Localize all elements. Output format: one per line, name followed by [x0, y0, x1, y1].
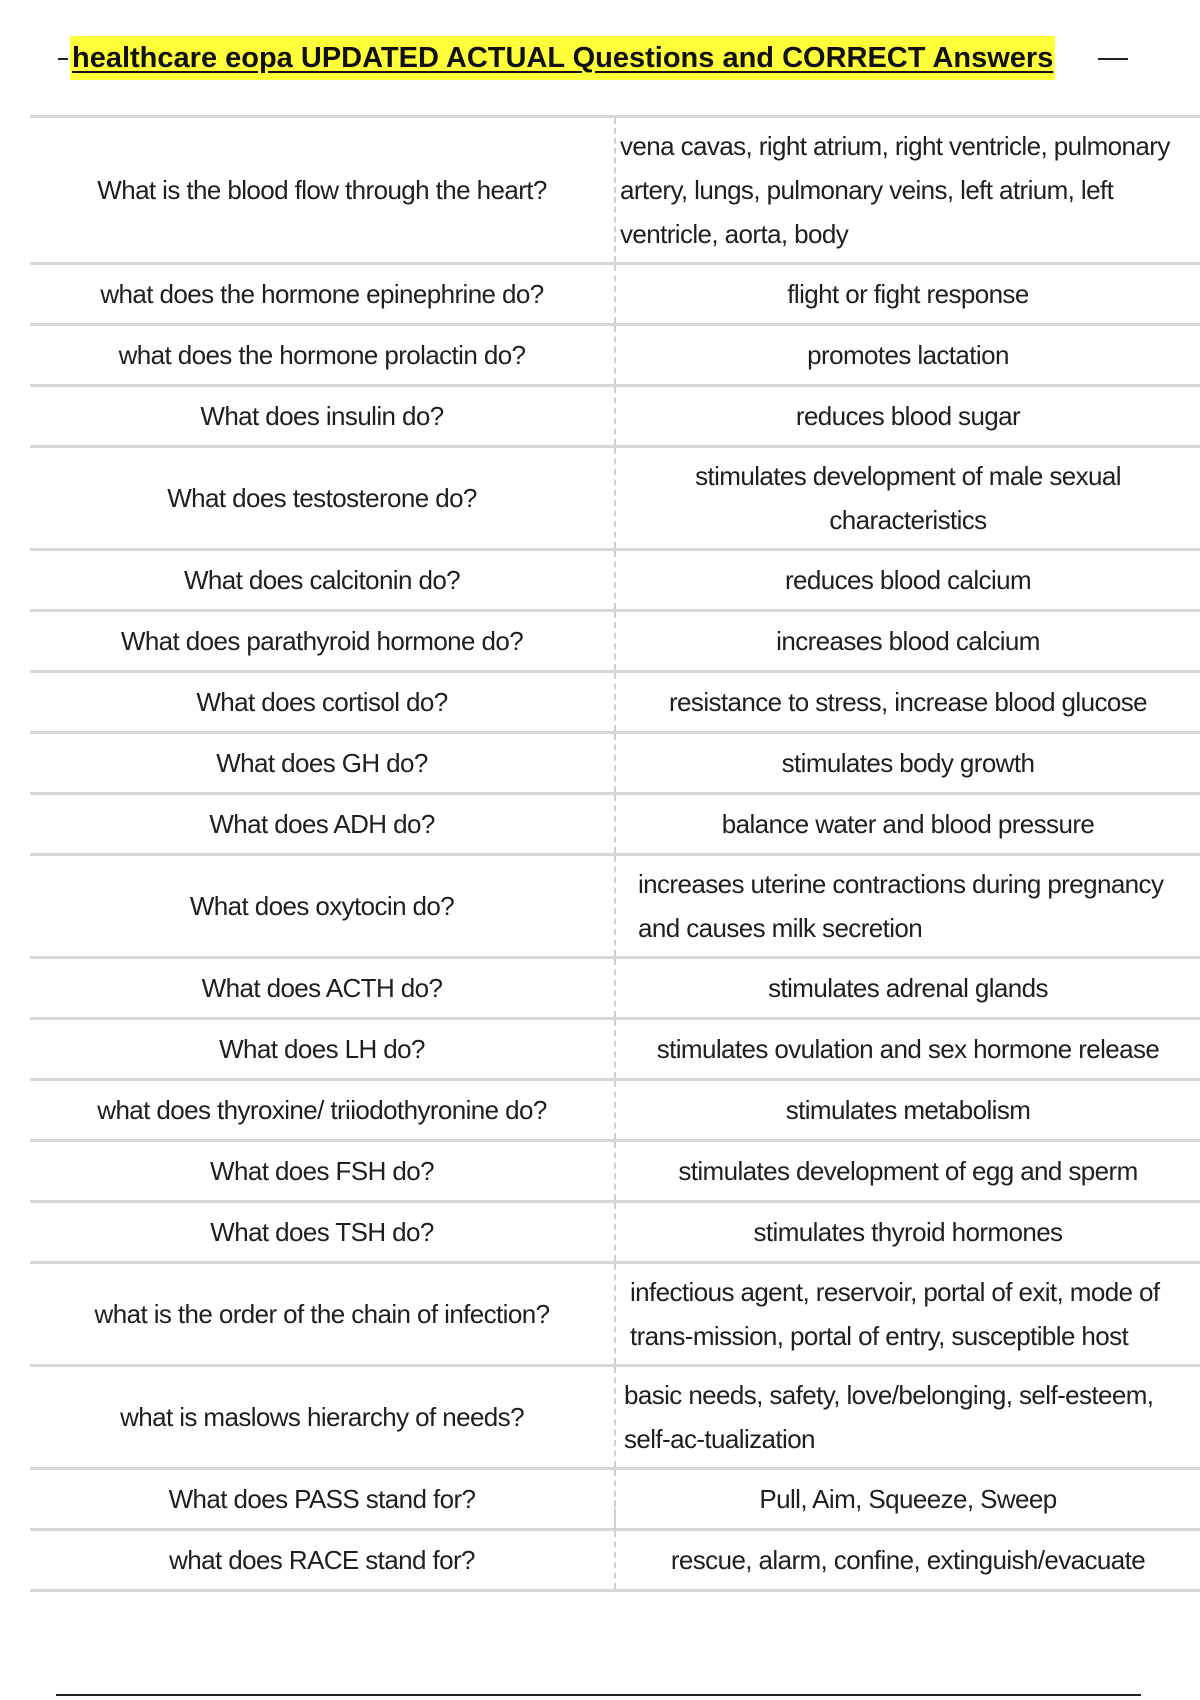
answer-cell: stimulates adrenal glands [615, 958, 1200, 1019]
title-rule-right [1098, 58, 1128, 60]
question-cell: What does oxytocin do? [189, 891, 455, 921]
question-cell: What does ACTH do? [201, 973, 443, 1003]
answer-cell: Pull, Aim, Squeeze, Sweep [615, 1469, 1200, 1530]
question-cell: what does RACE stand for? [169, 1545, 475, 1575]
question-cell: What does ADH do? [209, 809, 435, 839]
question-cell: What does LH do? [219, 1034, 425, 1064]
table-row [30, 117, 1200, 264]
question-cell: What does PASS stand for? [168, 1484, 476, 1514]
table-row [30, 1080, 1200, 1141]
table-row [30, 1141, 1200, 1202]
answer-cell: stimulates body growth [615, 733, 1200, 794]
question-cell: What does GH do? [216, 748, 428, 778]
table-row [30, 1019, 1200, 1080]
table-row [30, 386, 1200, 447]
title-bar [58, 36, 1128, 80]
question-cell: What does cortisol do? [196, 687, 448, 717]
answer-cell: reduces blood sugar [615, 386, 1200, 447]
answer-cell: stimulates development of male sexual characteristics [615, 447, 1200, 550]
answer-cell: reduces blood calcium [615, 550, 1200, 611]
table-row [30, 672, 1200, 733]
table-row [30, 958, 1200, 1019]
table-row [30, 1366, 1200, 1469]
answer-cell: promotes lactation [615, 325, 1200, 386]
answer-cell: vena cavas, right atrium, right ventricle, pulmonary artery, lungs, pulmonary veins, left atrium, left ventricle, aorta, body [615, 117, 1200, 264]
answer-cell: increases uterine contractions during pregnancy and causes milk secretion [615, 855, 1200, 958]
question-cell: what is maslows hierarchy of needs? [120, 1402, 524, 1432]
answer-cell: balance water and blood pressure [615, 794, 1200, 855]
question-cell: What does TSH do? [210, 1217, 434, 1247]
answer-cell: stimulates development of egg and sperm [615, 1141, 1200, 1202]
question-cell: What does insulin do? [200, 401, 444, 431]
title-rule-left [58, 58, 68, 60]
table-row [30, 794, 1200, 855]
question-cell: What does FSH do? [210, 1156, 434, 1186]
answer-cell: rescue, alarm, confine, extinguish/evacuate [615, 1530, 1200, 1591]
question-cell: what does the hormone prolactin do? [118, 340, 526, 370]
answer-cell: stimulates ovulation and sex hormone release [615, 1019, 1200, 1080]
answer-cell: flight or fight response [615, 264, 1200, 325]
answer-cell: stimulates thyroid hormones [615, 1202, 1200, 1263]
question-cell: what does thyroxine/ triiodothyronine do? [97, 1095, 547, 1125]
question-cell: What is the blood flow through the heart? [97, 175, 547, 205]
table-row [30, 447, 1200, 550]
answer-cell: stimulates metabolism [615, 1080, 1200, 1141]
question-cell: what does the hormone epinephrine do? [100, 279, 544, 309]
question-cell: What does parathyroid hormone do? [120, 626, 524, 656]
answer-cell: basic needs, safety, love/belonging, self-esteem, self-ac-tualization [615, 1366, 1200, 1469]
table-row [30, 855, 1200, 958]
answer-cell: increases blood calcium [615, 611, 1200, 672]
footer-rule [56, 1694, 1141, 1696]
table-row [30, 325, 1200, 386]
document-title: healthcare eopa UPDATED ACTUAL Questions and CORRECT Answers [70, 36, 1055, 80]
question-cell: what is the order of the chain of infection? [94, 1299, 550, 1329]
table-row [30, 733, 1200, 794]
table-row [30, 1202, 1200, 1263]
answer-cell: resistance to stress, increase blood glucose [615, 672, 1200, 733]
question-cell: What does testosterone do? [167, 483, 477, 513]
table-row [30, 1530, 1200, 1591]
table-row [30, 550, 1200, 611]
column-divider-tail [614, 1500, 616, 1530]
table-row [30, 611, 1200, 672]
table-row [30, 1263, 1200, 1366]
question-cell: What does calcitonin do? [183, 565, 461, 595]
table-row [30, 264, 1200, 325]
qa-table [30, 115, 1200, 1592]
answer-cell: infectious agent, reservoir, portal of exit, mode of trans-mission, portal of entry, susceptible host [615, 1263, 1200, 1366]
